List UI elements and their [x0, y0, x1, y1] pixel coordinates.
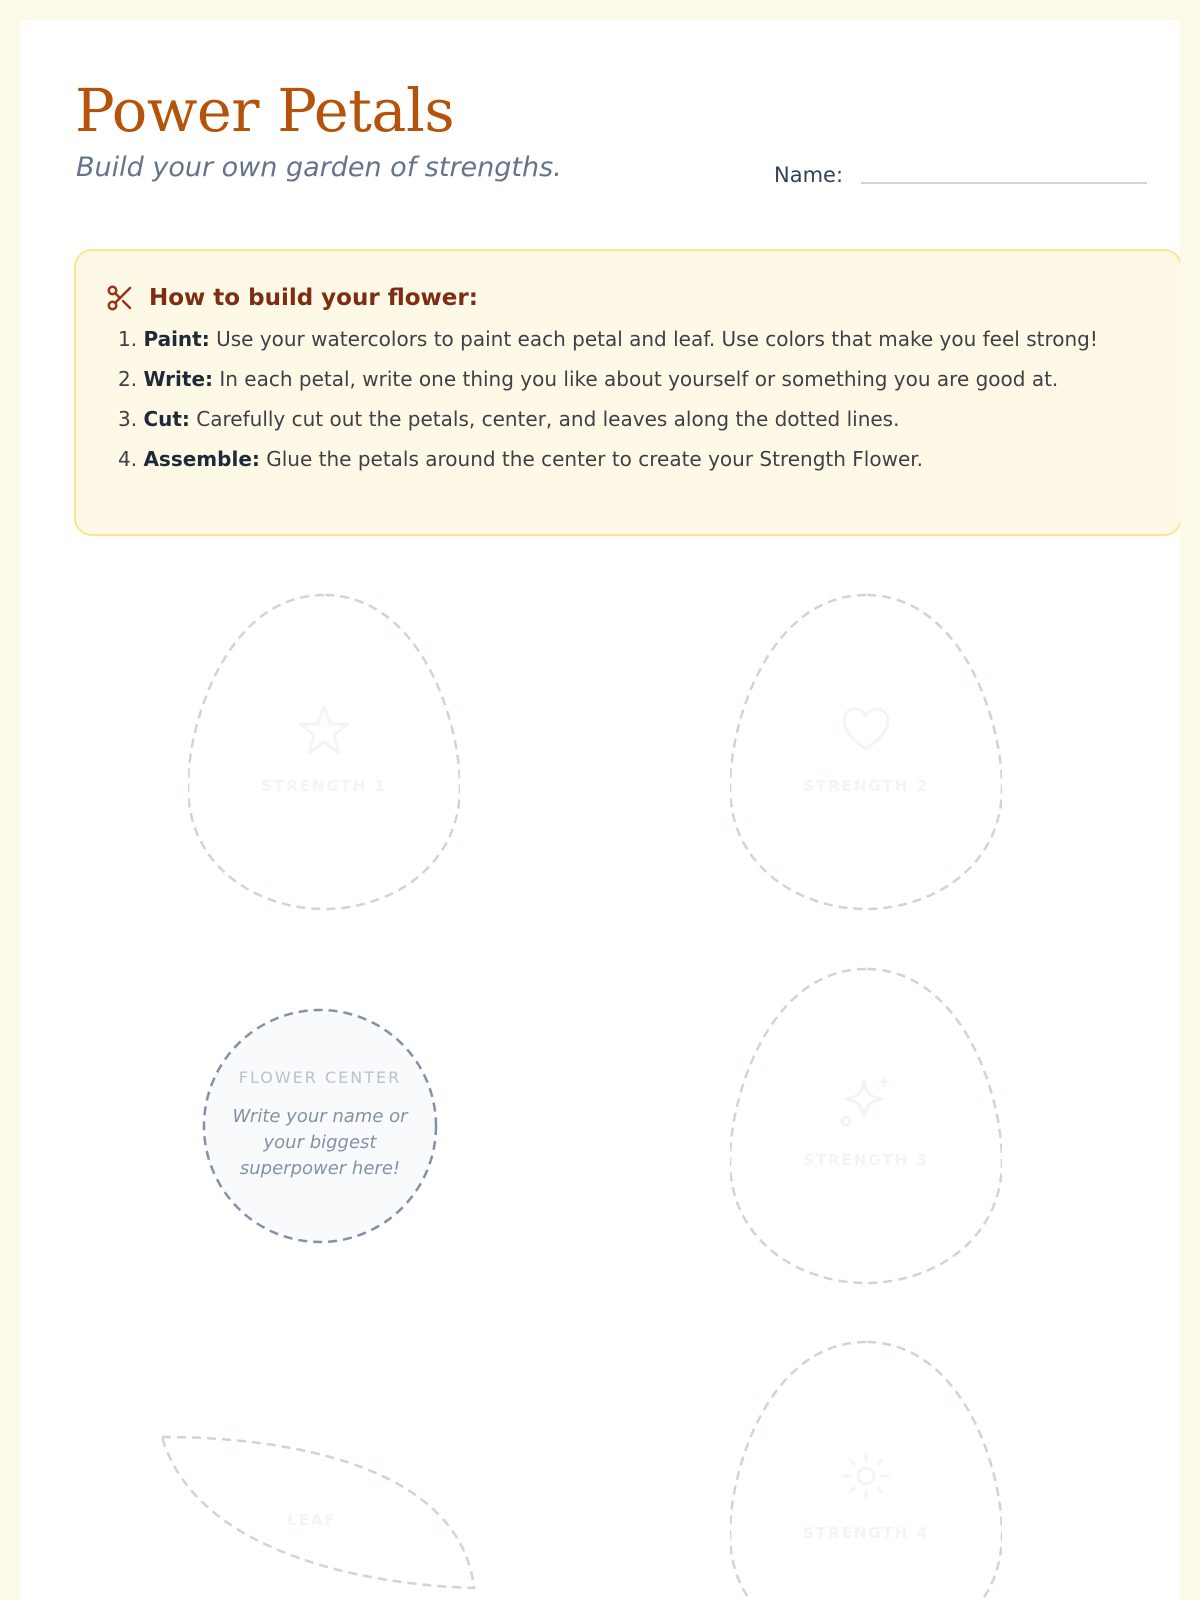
flower-center-prompt: Write your name or your biggest superpower here! — [232, 1106, 408, 1179]
petal-cutout-4 — [730, 1338, 1002, 1600]
instructions-title: How to build your flower: — [149, 285, 478, 311]
petal-cutout-1 — [188, 591, 460, 913]
petal-cutout-3 — [730, 965, 1002, 1287]
petal-label-3: STRENGTH 3 — [803, 1151, 929, 1169]
instruction-step: 4. Assemble: Glue the petals around the center to create your Strength Flower. — [118, 447, 923, 471]
worksheet-page — [20, 20, 1180, 1600]
leaf-label: LEAF — [287, 1511, 337, 1529]
instructions-panel — [74, 249, 1180, 536]
instructions-header — [105, 283, 478, 313]
sparkles-icon — [842, 1077, 889, 1125]
petal-cutout-2 — [730, 591, 1002, 913]
star-icon — [300, 707, 348, 753]
page-title: Power Petals — [75, 76, 455, 145]
instruction-step: 3. Cut: Carefully cut out the petals, center, and leaves along the dotted lines. — [118, 407, 900, 431]
petal-label-2: STRENGTH 2 — [803, 777, 929, 795]
scissors-icon — [105, 283, 135, 313]
leaf-cutout — [156, 1413, 496, 1593]
name-field-line[interactable] — [861, 182, 1147, 184]
sun-icon — [844, 1454, 888, 1498]
petal-label-1: STRENGTH 1 — [261, 777, 387, 795]
instruction-step: 2. Write: In each petal, write one thing you like about yourself or something you are good at. — [118, 367, 1059, 391]
instructions-list — [118, 323, 1148, 483]
flower-center-label: FLOWER CENTER — [238, 1068, 402, 1087]
instruction-step: 1. Paint: Use your watercolors to paint each petal and leaf. Use colors that make you feel strong! — [118, 327, 1098, 351]
heart-icon — [844, 709, 888, 749]
page-subtitle: Build your own garden of strengths. — [76, 152, 562, 183]
name-label: Name: — [774, 163, 844, 187]
flower-center-cutout — [200, 1006, 440, 1246]
petal-label-4: STRENGTH 4 — [803, 1524, 929, 1542]
